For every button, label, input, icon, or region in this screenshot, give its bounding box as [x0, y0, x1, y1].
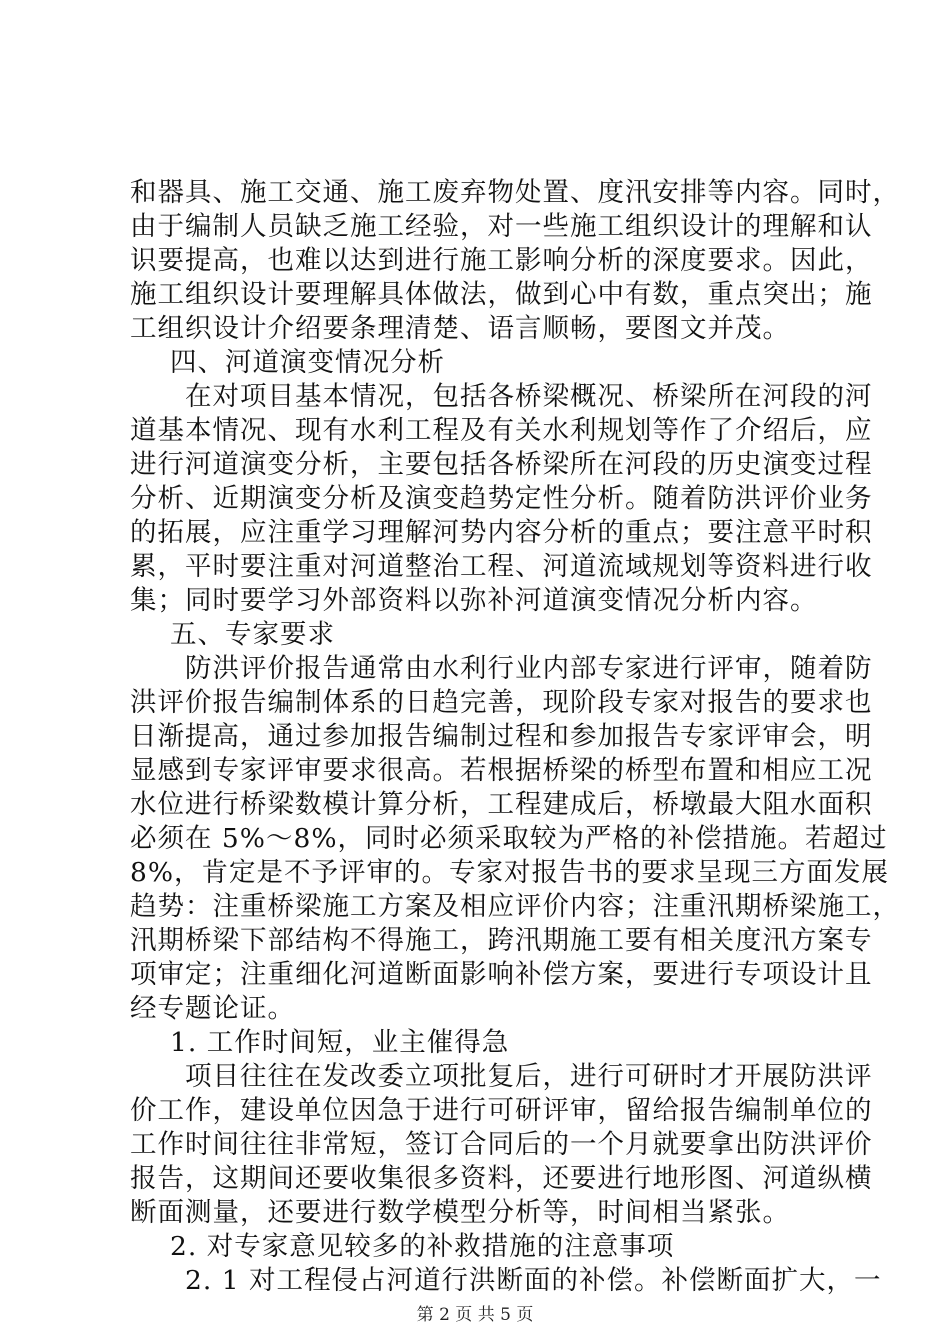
body-line: 由于编制人员缺乏施工经验，对一些施工组织设计的理解和认 [130, 211, 873, 242]
body-line: 施工组织设计要理解具体做法，做到心中有数，重点突出；施 [130, 279, 873, 310]
body-line: 在对项目基本情况，包括各桥梁概况、桥梁所在河段的河 [185, 381, 873, 412]
body-line: 趋势：注重桥梁施工方案及相应评价内容；注重汛期桥梁施工， [130, 891, 900, 922]
body-line: 集；同时要学习外部资料以弥补河道演变情况分析内容。 [130, 585, 818, 616]
body-line: 累，平时要注重对河道整治工程、河道流域规划等资料进行收 [130, 551, 873, 582]
subsection-heading: 1. 工作时间短，业主催得急 [170, 1027, 510, 1058]
section-heading: 四、河道演变情况分析 [170, 347, 445, 378]
body-line: 报告，这期间还要收集很多资料，还要进行地形图、河道纵横 [130, 1163, 873, 1194]
body-line: 断面测量，还要进行数学模型分析等，时间相当紧张。 [130, 1197, 790, 1228]
body-line: 项目往往在发改委立项批复后，进行可研时才开展防洪评 [185, 1061, 873, 1092]
body-line: 洪评价报告编制体系的日趋完善，现阶段专家对报告的要求也 [130, 687, 873, 718]
body-line: 汛期桥梁下部结构不得施工，跨汛期施工要有相关度汛方案专 [130, 925, 873, 956]
subsection-heading: 2. 对专家意见较多的补救措施的注意事项 [170, 1231, 675, 1262]
body-line: 项审定；注重细化河道断面影响补偿方案，要进行专项设计且 [130, 959, 873, 990]
body-line: 进行河道演变分析，主要包括各桥梁所在河段的历史演变过程 [130, 449, 873, 480]
page-footer: 第 2 页 共 5 页 [416, 1305, 534, 1325]
body-line: 必须在 5%～8%，同时必须采取较为严格的补偿措施。若超过 [130, 823, 888, 854]
body-line: 工组织设计介绍要条理清楚、语言顺畅，要图文并茂。 [130, 313, 790, 344]
body-line: 识要提高，也难以达到进行施工影响分析的深度要求。因此， [130, 245, 873, 276]
body-line: 显感到专家评审要求很高。若根据桥梁的桥型布置和相应工况 [130, 755, 873, 786]
body-line: 工作时间往往非常短，签订合同后的一个月就要拿出防洪评价 [130, 1129, 873, 1160]
body-line: 价工作，建设单位因急于进行可研评审，留给报告编制单位的 [130, 1095, 873, 1126]
body-line: 日渐提高，通过参加报告编制过程和参加报告专家评审会，明 [130, 721, 873, 752]
body-line: 防洪评价报告通常由水利行业内部专家进行评审，随着防 [185, 653, 873, 684]
body-line: 8%，肯定是不予评审的。专家对报告书的要求呈现三方面发展 [130, 857, 890, 888]
body-line: 和器具、施工交通、施工废弃物处置、度汛安排等内容。同时， [130, 177, 900, 208]
body-line: 经专题论证。 [130, 993, 295, 1024]
section-heading: 五、专家要求 [170, 619, 335, 650]
body-line: 的拓展，应注重学习理解河势内容分析的重点；要注意平时积 [130, 517, 873, 548]
body-line: 水位进行桥梁数模计算分析，工程建成后，桥墩最大阻水面积 [130, 789, 873, 820]
body-line: 道基本情况、现有水利工程及有关水利规划等作了介绍后，应 [130, 415, 873, 446]
body-line: 2. 1 对工程侵占河道行洪断面的补偿。补偿断面扩大，一 [185, 1265, 882, 1296]
body-line: 分析、近期演变分析及演变趋势定性分析。随着防洪评价业务 [130, 483, 873, 514]
